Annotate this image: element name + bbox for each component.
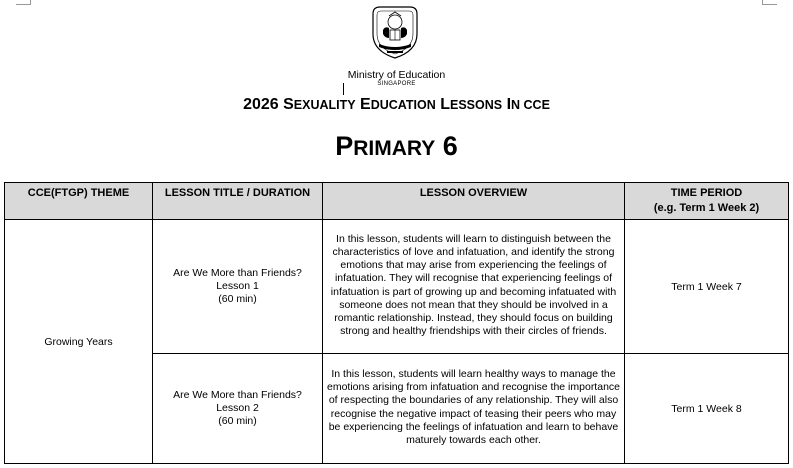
level-word: PRIMARY bbox=[335, 131, 436, 161]
lesson-number: Lesson 1 bbox=[216, 280, 259, 292]
header-theme: CCE(FTGP) THEME bbox=[5, 183, 153, 220]
header-overview: LESSON OVERVIEW bbox=[323, 183, 625, 220]
lesson-table bbox=[4, 182, 789, 464]
moe-crest-logo bbox=[367, 4, 423, 60]
lesson-title-cell bbox=[153, 354, 323, 464]
header-time-period-label: TIME PERIOD bbox=[670, 187, 743, 199]
title-year: 2026 bbox=[243, 96, 279, 113]
title-suffix: IN CCE bbox=[506, 96, 550, 113]
lesson-overview: In this lesson, students will learn healthy ways to manage the emotions arising from infatuation and recognise the importance of respecting the boundaries of any relationship. They will also recognise the negative impact of teasing their peers who may be experiencing the feelings of infatuation and learn to behave maturely towards each other. bbox=[323, 354, 625, 464]
lesson-time-period: Term 1 Week 8 bbox=[625, 354, 789, 464]
lesson-duration: (60 min) bbox=[218, 293, 257, 305]
title-word-sexuality: SEXUALITY bbox=[283, 96, 356, 113]
lesson-overview: In this lesson, students will learn to distinguish between the characteristics of love and infatuation, and identify the strong emotions that may arise from experiencing the feelings of infatuation. They will recognise that experiencing feelings of infatuation is part of growing up and becoming infatuated with someone does not mean that they should be involved in a romantic relationship. Instead, they should focus on building strong and healthy friendships with their circles of friends. bbox=[323, 220, 625, 354]
page-corner-mark-right bbox=[762, 0, 777, 5]
text-cursor bbox=[343, 83, 344, 95]
ministry-name: Ministry of Education bbox=[347, 69, 446, 81]
header-time-period bbox=[625, 183, 789, 220]
header-lesson-title: LESSON TITLE / DURATION bbox=[153, 183, 323, 220]
lesson-title: Are We More than Friends? bbox=[173, 267, 302, 279]
ministry-country: SINGAPORE bbox=[377, 81, 416, 87]
header-time-period-note: (e.g. Term 1 Week 2) bbox=[653, 202, 760, 214]
title-word-lessons: LESSONS bbox=[440, 96, 503, 113]
document-title bbox=[0, 96, 793, 114]
table-header-row bbox=[5, 183, 789, 220]
theme-cell: Growing Years bbox=[5, 220, 153, 464]
title-word-education: EDUCATION bbox=[360, 96, 436, 113]
lesson-duration: (60 min) bbox=[218, 415, 257, 427]
level-number: 6 bbox=[442, 131, 458, 161]
lesson-time-period: Term 1 Week 7 bbox=[625, 220, 789, 354]
page-corner-mark-left bbox=[16, 0, 31, 5]
lesson-number: Lesson 2 bbox=[216, 402, 259, 414]
table-row bbox=[5, 220, 789, 354]
lesson-title-cell bbox=[153, 220, 323, 354]
level-heading bbox=[0, 131, 793, 162]
lesson-title: Are We More than Friends? bbox=[173, 389, 302, 401]
